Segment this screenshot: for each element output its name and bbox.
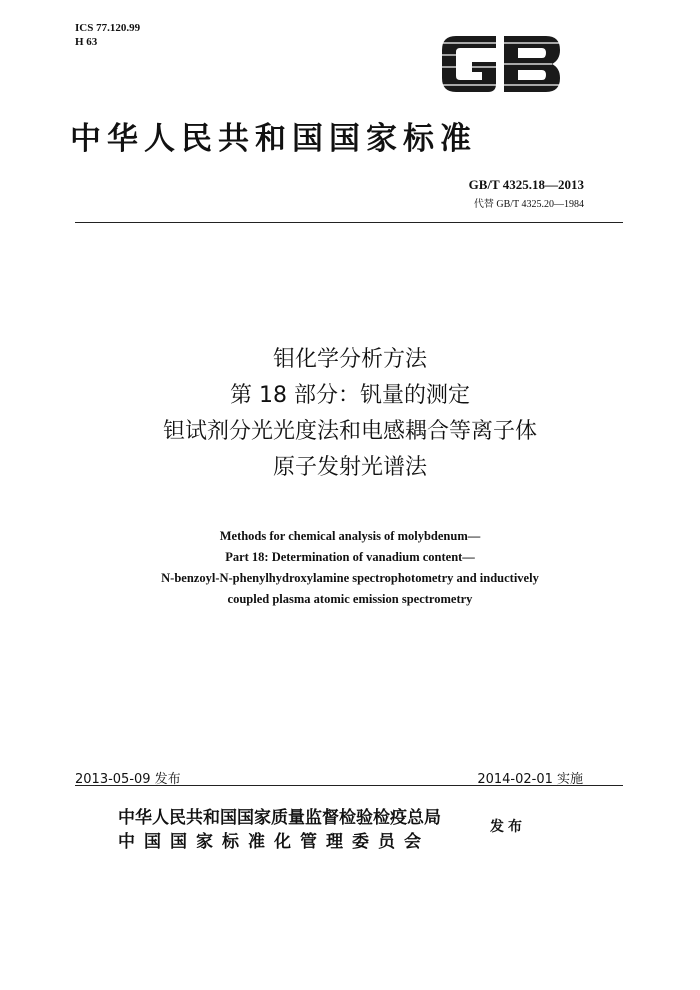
title-en-line: Part 18: Determination of vanadium content— bbox=[225, 550, 475, 564]
issuing-authorities bbox=[118, 806, 441, 854]
replaces-standard: 代替 GB/T 4325.20—1984 bbox=[473, 199, 584, 210]
ics-code: ICS 77.120.99 bbox=[75, 22, 141, 34]
issue-date: 2013-05-09 发布 bbox=[75, 772, 181, 787]
implementation-date: 2014-02-01 实施 bbox=[477, 772, 583, 787]
title-en-line: Methods for chemical analysis of molybdenum— bbox=[219, 529, 481, 543]
footer-divider bbox=[75, 785, 623, 786]
issuer-aqsiq: 中华人民共和国国家质量监督检验检疫总局 bbox=[118, 808, 441, 828]
classification-codes bbox=[75, 21, 140, 49]
title-en-line: N-benzoyl-N-phenylhydroxylamine spectrophotometry and inductively bbox=[161, 571, 539, 585]
standard-code: GB/T 4325.18—2013 bbox=[468, 177, 584, 192]
publish-label: 发布 bbox=[490, 819, 526, 835]
chinese-title bbox=[60, 342, 640, 486]
title-cn-line: 钼化学分析方法 bbox=[272, 347, 427, 372]
title-cn-line: 原子发射光谱法 bbox=[272, 455, 427, 480]
title-en-line: coupled plasma atomic emission spectrometry bbox=[227, 592, 473, 606]
issuer-sac: 中国国家标准化管理委员会 bbox=[118, 832, 430, 852]
national-standard-title: 中华人民共和国国家标准 bbox=[70, 121, 477, 157]
english-title bbox=[60, 526, 640, 610]
title-cn-line: 钽试剂分光光度法和电感耦合等离子体 bbox=[162, 419, 537, 444]
ccs-code: H 63 bbox=[75, 36, 98, 48]
title-cn-line: 第 18 部分：钒量的测定 bbox=[230, 383, 470, 408]
gb-logo-icon bbox=[438, 32, 564, 96]
header-divider bbox=[75, 222, 623, 223]
